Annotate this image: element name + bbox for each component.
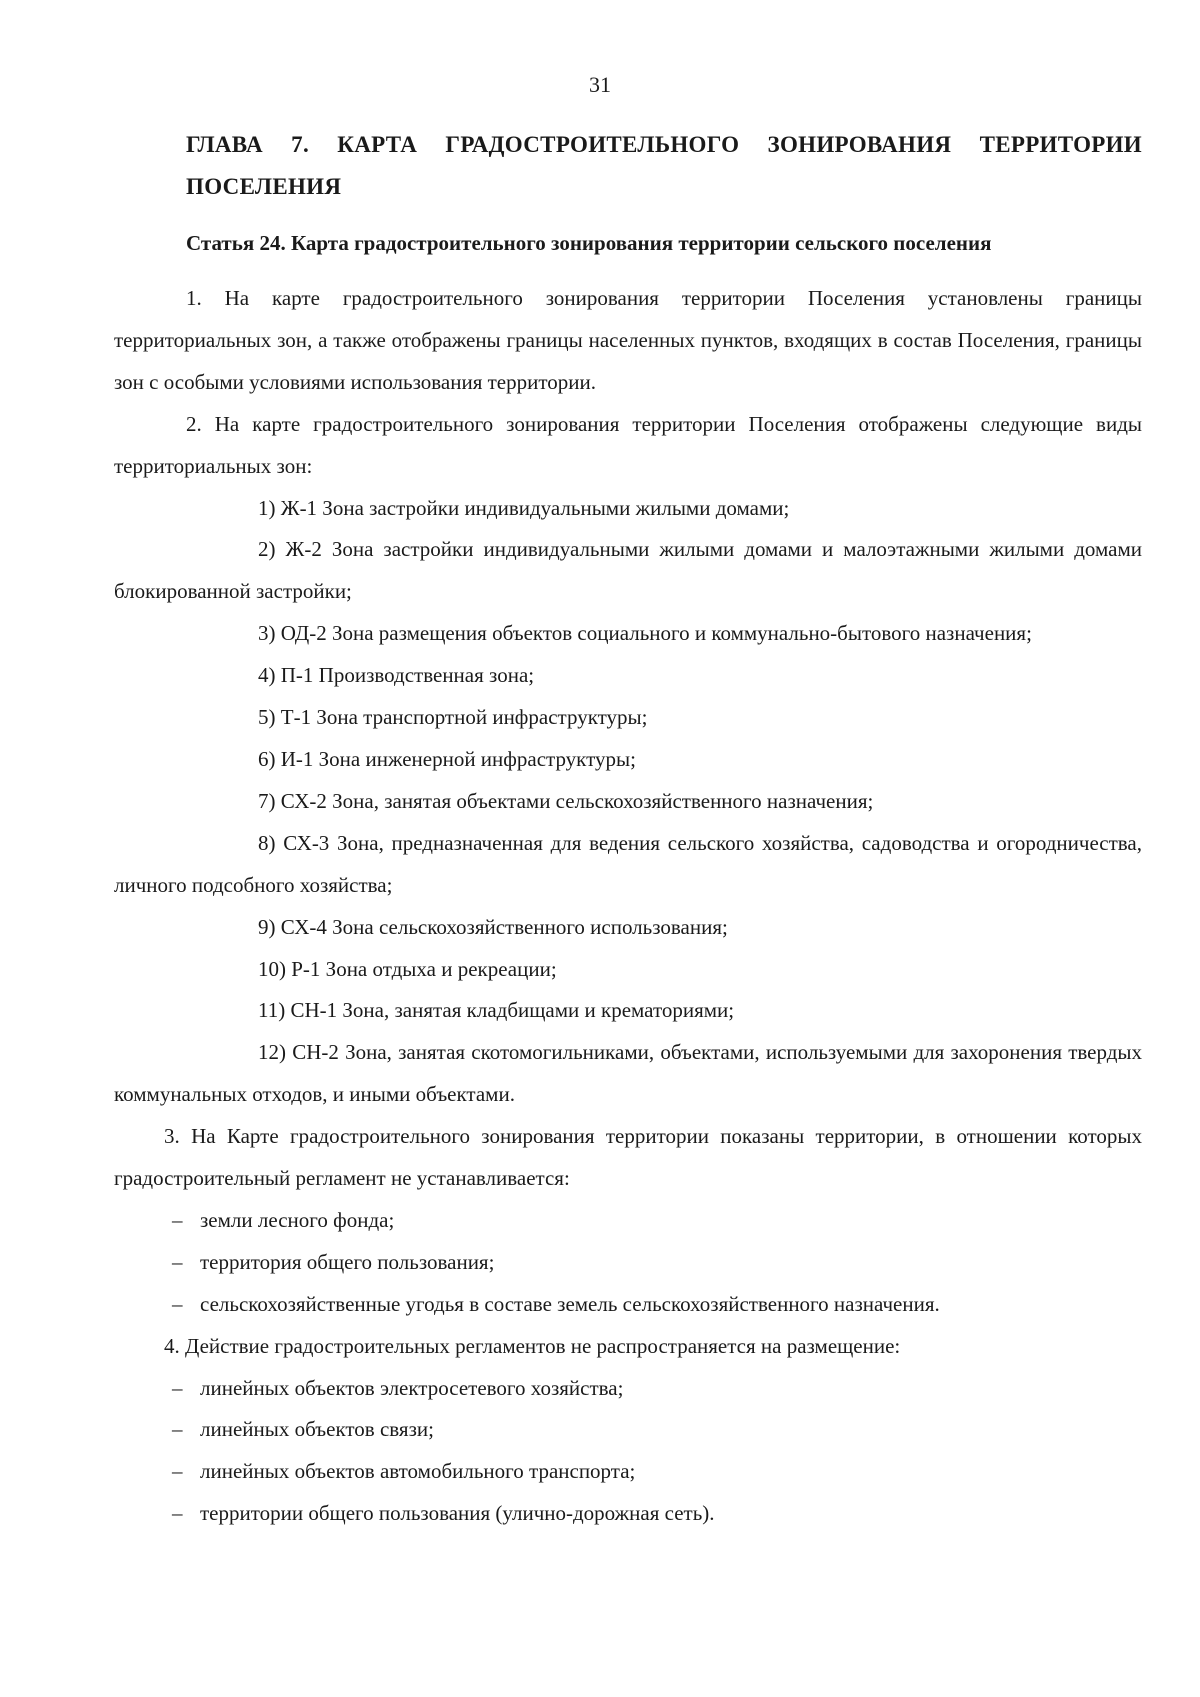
paragraph-3: 3. На Карте градостроительного зонирования территории показаны территории, в отношении которых градостроительный регламент не устанавливается: [114,1124,1142,1191]
list-item-text: сельскохозяйственные угодья в составе земель сельскохозяйственного назначения. [200,1291,940,1316]
chapter-title [186,124,1142,208]
list-item-number: 7) [258,788,276,813]
list-item-number: 6) [258,746,276,771]
page-number: 31 [589,72,611,97]
list-item-text: Ж-1 Зона застройки индивидуальными жилыми домами; [280,495,790,520]
list-item-text: СХ-2 Зона, занятая объектами сельскохозяйственного назначения; [280,788,874,813]
list-item [114,655,1142,697]
list-item-number: 3) [258,621,276,646]
list-item [114,1368,1142,1410]
exemptions-list [114,1368,1142,1536]
list-item-text: ОД-2 Зона размещения объектов социального и коммунально-бытового назначения; [280,621,1032,646]
list-item [114,1032,1142,1116]
list-item-text: Т-1 Зона транспортной инфраструктуры; [280,705,648,730]
list-item-number: 5) [258,705,276,730]
dash-bullet: – [172,1459,183,1484]
dash-bullet: – [172,1375,183,1400]
list-item [114,613,1142,655]
list-item-number: 8) [258,830,276,855]
list-item [114,739,1142,781]
list-item [114,1200,1142,1242]
list-item-number: 11) [258,998,286,1023]
list-item-text: СН-2 Зона, занятая скотомогильниками, объектами, используемыми для захоронения твердых коммунальных отходов, и иными объектами. [114,1040,1143,1107]
list-item [114,1493,1142,1535]
list-item-text: П-1 Производственная зона; [280,663,535,688]
list-item [114,529,1142,613]
dash-bullet: – [172,1501,183,1526]
list-item-text: линейных объектов связи; [200,1417,434,1442]
list-item [114,990,1142,1032]
list-item [114,781,1142,823]
paragraph-2: 2. На карте градостроительного зонирования территории Поселения отображены следующие виды территориальных зон: [114,411,1142,478]
list-item-number: 9) [258,914,276,939]
list-item [114,949,1142,991]
article-title: Статья 24. Карта градостроительного зонирования территории сельского поселения [186,231,992,255]
list-item [114,1451,1142,1493]
list-item-text: Р-1 Зона отдыха и рекреации; [291,956,557,981]
dash-bullet: – [172,1249,183,1274]
list-item-text: земли лесного фонда; [200,1207,395,1232]
list-item [114,1284,1142,1326]
list-item-text: территория общего пользования; [200,1249,495,1274]
list-item-text: СН-1 Зона, занятая кладбищами и крематориями; [290,998,735,1023]
paragraph-1: 1. На карте градостроительного зонирования территории Поселения установлены границы территориальных зон, а также отображены границы населенных пунктов, входящих в состав Поселения, границы зон с особыми условиями использования территории. [114,286,1142,394]
list-item-text: линейных объектов электросетевого хозяйства; [200,1375,624,1400]
list-item-number: 10) [258,956,286,981]
list-item-text: СХ-3 Зона, предназначенная для ведения сельского хозяйства, садоводства и огородничества, личного подсобного хозяйства; [114,830,1142,897]
document-body [114,278,1142,1535]
list-item [114,488,1142,530]
list-item-number: 2) [258,537,276,562]
list-item-text: СХ-4 Зона сельскохозяйственного использования; [280,914,728,939]
list-item-text: территории общего пользования (улично-дорожная сеть). [200,1501,715,1526]
dash-bullet: – [172,1207,183,1232]
list-item [114,907,1142,949]
list-item [114,823,1142,907]
list-item [114,1409,1142,1451]
list-item [114,1242,1142,1284]
list-item-number: 1) [258,495,276,520]
chapter-title-line2: ПОСЕЛЕНИЯ [186,174,342,199]
no-regulation-list [114,1200,1142,1326]
list-item-number: 12) [258,1040,286,1065]
list-item [114,697,1142,739]
chapter-title-line1: ГЛАВА 7. КАРТА ГРАДОСТРОИТЕЛЬНОГО ЗОНИРОВАНИЯ ТЕРРИТОРИИ [186,132,1142,157]
zone-list [114,488,1142,1117]
list-item-text: линейных объектов автомобильного транспорта; [200,1459,636,1484]
paragraph-4: 4. Действие градостроительных регламентов не распространяется на размещение: [164,1333,901,1358]
dash-bullet: – [172,1291,183,1316]
list-item-text: И-1 Зона инженерной инфраструктуры; [280,746,636,771]
list-item-text: Ж-2 Зона застройки индивидуальными жилыми домами и малоэтажными жилыми домами блокированной застройки; [114,537,1142,604]
list-item-number: 4) [258,663,276,688]
dash-bullet: – [172,1417,183,1442]
